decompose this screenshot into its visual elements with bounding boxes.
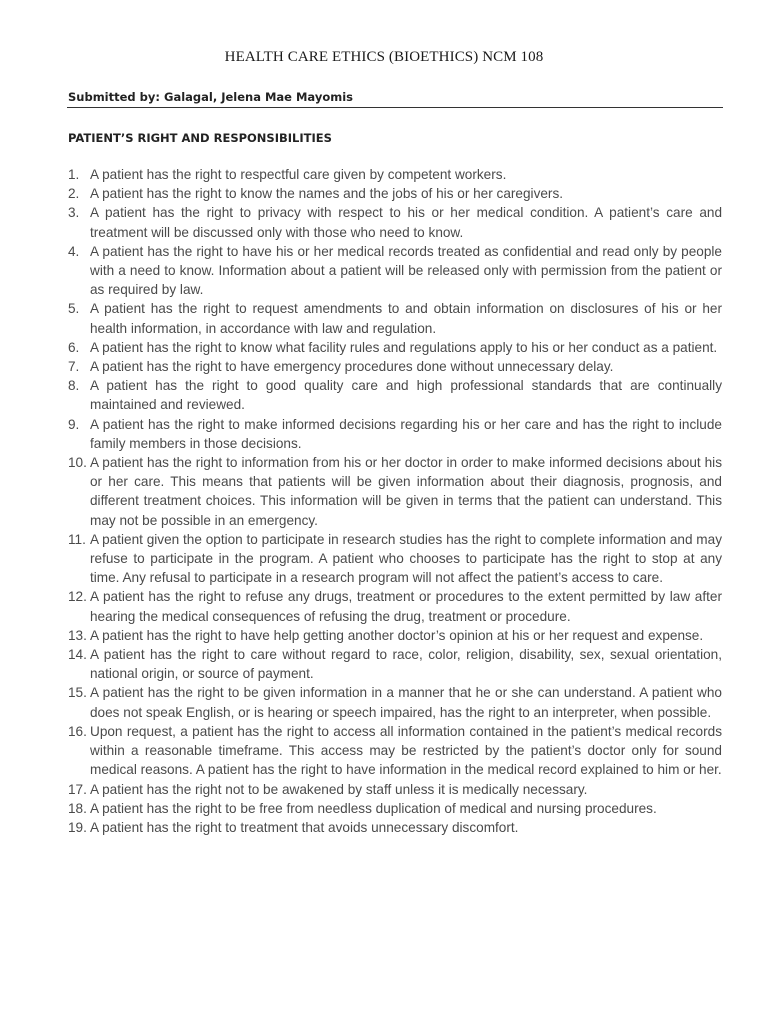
rights-list	[68, 165, 722, 837]
submitted-by-label: Submitted by:	[68, 90, 160, 104]
list-item-number: 5.	[68, 301, 80, 317]
list-item-number: 3.	[68, 205, 80, 221]
list-item-number: 13.	[68, 627, 87, 643]
list-item	[68, 530, 722, 588]
list-item-text: A patient has the right to make informed decisions regarding his or her care and has the right to include family members in those decisions.	[90, 416, 722, 451]
list-item-text: A patient has the right to have his or her medical records treated as confidential and read only by people with a need to know. Information about a patient will be released only with permission from the patient or as required by law.	[90, 243, 722, 298]
list-item-text: A patient has the right to request amendments to and obtain information on disclosures of his or her health information, in accordance with law and regulation.	[90, 301, 722, 336]
list-item	[68, 645, 722, 683]
list-item-number: 17.	[68, 781, 87, 797]
list-item-text: A patient has the right to have emergency procedures done without unnecessary delay.	[90, 359, 614, 375]
list-item	[68, 184, 722, 203]
list-item	[68, 376, 722, 414]
list-item	[68, 242, 722, 300]
list-item-number: 1.	[68, 167, 80, 182]
list-item-number: 11.	[68, 531, 86, 547]
list-item-number: 15.	[68, 685, 87, 701]
submitted-by-line	[68, 90, 353, 104]
list-item-number: 18.	[68, 800, 87, 816]
list-item	[68, 415, 722, 453]
list-item-text: A patient has the right to information from his or her doctor in order to make informed decisions about his or her care. This means that patients will be given information about their diagnosis, prognosis, and different treatment choices. This information will be given in terms that the patient can understand. This may not be possible in an emergency.	[90, 455, 722, 528]
list-item-text: A patient has the right to know the names and the jobs of his or her caregivers.	[90, 186, 564, 202]
list-item-text: A patient has the right to refuse any drugs, treatment or procedures to the extent permitted by law after hearing the medical consequences of refusing the drug, treatment or procedure.	[90, 589, 722, 624]
list-item-text: Upon request, a patient has the right to access all information contained in the patient’s medical records within a reasonable timeframe. This access may be restricted by the patient’s doctor only for sound medical reasons. A patient has the right to have information in the medical record explained to him or her.	[90, 723, 722, 778]
header-divider	[67, 107, 723, 108]
list-item	[68, 626, 722, 645]
list-item-text: A patient has the right to respectful care given by competent workers.	[90, 167, 507, 182]
list-item-number: 12.	[68, 589, 87, 605]
submitter-name: Galagal, Jelena Mae Mayomis	[164, 90, 354, 104]
list-item-number: 8.	[68, 378, 80, 394]
list-item	[68, 683, 722, 721]
list-item-number: 19.	[68, 819, 87, 835]
list-item-number: 6.	[68, 339, 80, 355]
list-item-number: 10.	[68, 455, 87, 471]
list-item-text: A patient has the right not to be awakened by staff unless it is medically necessary.	[90, 781, 588, 797]
list-item-text: A patient has the right to have help getting another doctor’s opinion at his or her request and expense.	[90, 627, 704, 643]
section-heading: PATIENT’S RIGHT AND RESPONSIBILITIES	[68, 131, 332, 145]
list-item-number: 2.	[68, 186, 80, 202]
list-item	[68, 453, 722, 530]
list-item-number: 7.	[68, 359, 80, 375]
list-item-text: A patient has the right to know what facility rules and regulations apply to his or her conduct as a patient.	[90, 339, 718, 355]
list-item-number: 16.	[68, 723, 87, 739]
list-item	[68, 587, 722, 625]
list-item	[68, 818, 722, 837]
list-item-text: A patient has the right to good quality care and high professional standards that are continually maintained and reviewed.	[90, 378, 722, 413]
list-item-text: A patient has the right to privacy with respect to his or her medical condition. A patient’s care and treatment will be discussed only with those who need to know.	[90, 205, 722, 240]
list-item-text: A patient given the option to participate in research studies has the right to complete information and may refuse to participate in the program. A patient who chooses to participate has the right to stop at any time. Any refusal to participate in a research program will not affect the patient’s access to care.	[90, 531, 722, 586]
list-item-text: A patient has the right to be free from needless duplication of medical and nursing procedures.	[90, 800, 657, 816]
list-item-number: 14.	[68, 647, 87, 663]
list-item	[68, 357, 722, 376]
list-item-number: 9.	[68, 416, 80, 432]
document-title: HEALTH CARE ETHICS (BIOETHICS) NCM 108	[224, 49, 544, 65]
list-item	[68, 203, 722, 241]
list-item	[68, 722, 722, 780]
list-item-text: A patient has the right to care without regard to race, color, religion, disability, sex, sexual orientation, national origin, or source of payment.	[90, 647, 722, 682]
list-item	[68, 780, 722, 799]
list-item-text: A patient has the right to be given information in a manner that he or she can understand. A patient who does not speak English, or is hearing or speech impaired, has the right to an interpreter, when possible.	[90, 685, 722, 720]
list-item-number: 4.	[68, 243, 80, 259]
list-item	[68, 165, 722, 184]
list-item	[68, 299, 722, 337]
list-item	[68, 338, 722, 357]
list-item-text: A patient has the right to treatment that avoids unnecessary discomfort.	[90, 819, 519, 835]
list-item	[68, 799, 722, 818]
